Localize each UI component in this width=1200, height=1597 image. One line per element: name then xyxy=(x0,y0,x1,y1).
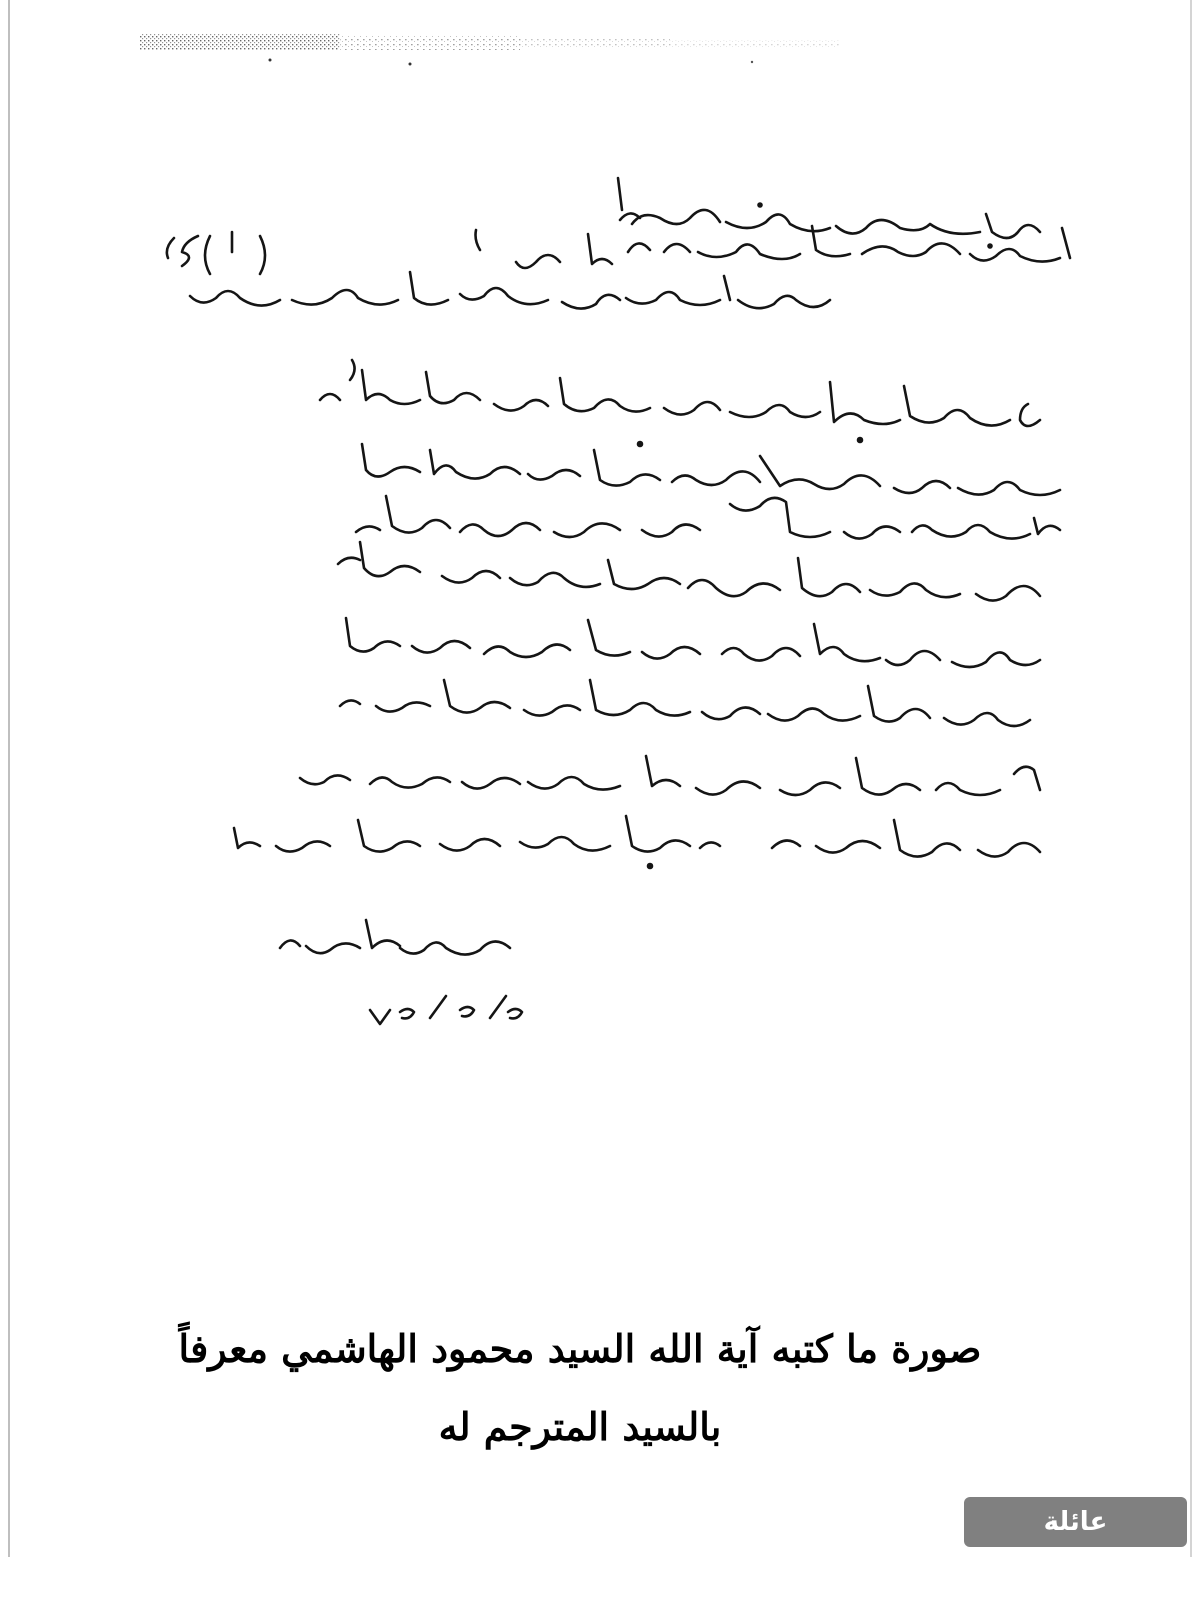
caption-line-1: صورة ما كتبه آية الله السيد محمود الهاشمي معرفاً xyxy=(178,1326,982,1371)
watermark-badge: عائلة العبدالمحسن xyxy=(964,1497,1187,1547)
caption-line-2: بالسيد المترجم له xyxy=(438,1404,722,1449)
printed-caption xyxy=(150,1310,1010,1466)
